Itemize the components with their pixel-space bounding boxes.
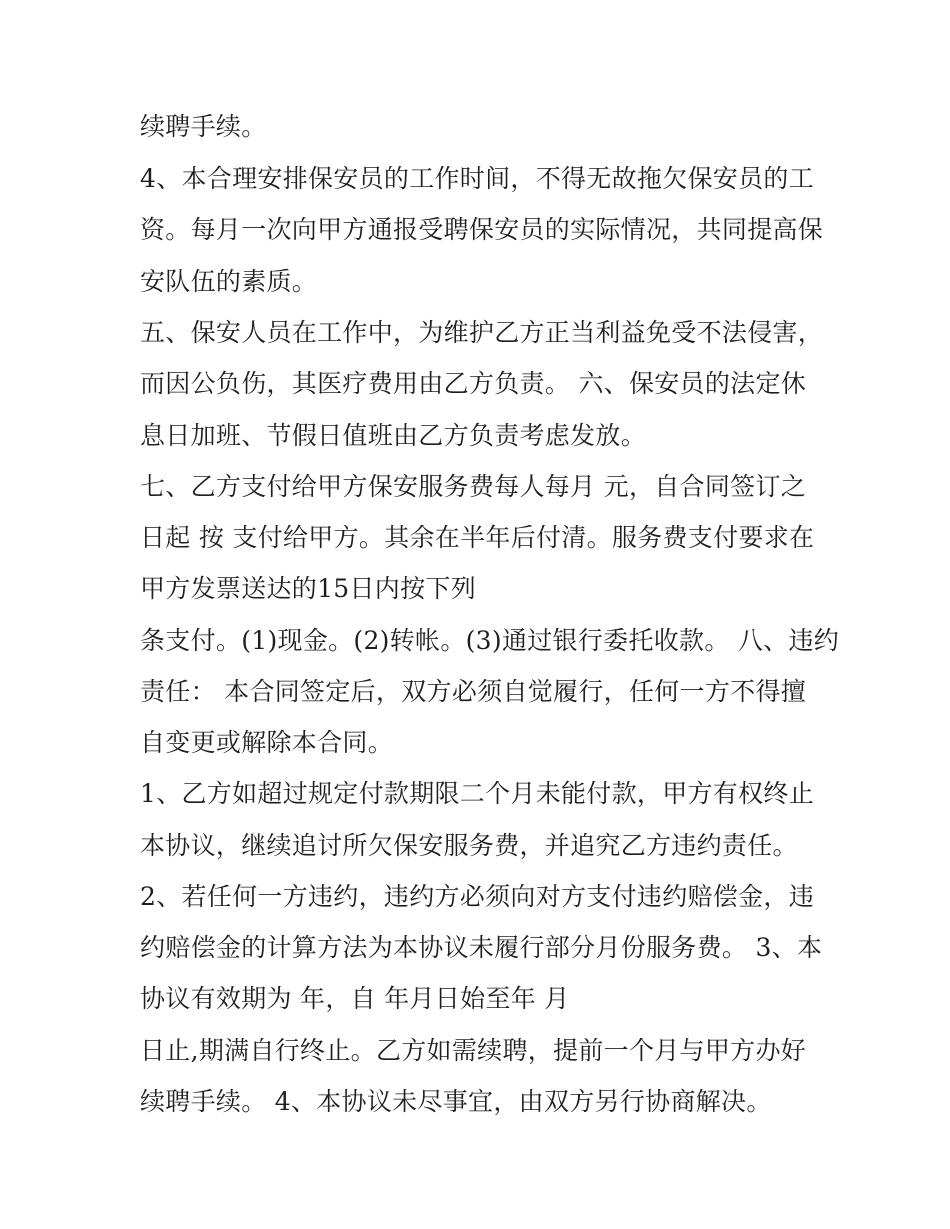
text-line: 责任： 本合同签定后，双方必须自觉履行，任何一方不得擅 bbox=[140, 677, 807, 706]
text-line: 约赔偿金的计算方法为本协议未履行部分月份服务费。 3、本 bbox=[140, 933, 823, 962]
text-line: 条支付。(1)现金。(2)转帐。(3)通过银行委托收款。 八、违约 bbox=[140, 626, 840, 655]
text-line: 息日加班、节假日值班由乙方负责考虑发放。 bbox=[140, 421, 647, 450]
text-line: 日起 按 支付给甲方。其余在半年后付清。服务费支付要求在 bbox=[140, 523, 815, 552]
text-line: 资。每月一次向甲方通报受聘保安员的实际情况，共同提高保 bbox=[140, 215, 824, 244]
text-line: 自变更或解除本合同。 bbox=[140, 728, 394, 757]
text-line: 安队伍的素质。 bbox=[140, 267, 318, 296]
text-line: 续聘手续。 bbox=[140, 112, 267, 141]
text-line: 2、若任何一方违约，违约方必须向对方支付违约赔偿金，违 bbox=[140, 882, 815, 911]
text-line: 七、乙方支付给甲方保安服务费每人每月 元，自合同签订之 bbox=[140, 472, 807, 501]
text-line: 甲方发票送达的15日内按下列 bbox=[140, 574, 477, 603]
text-line: 本协议，继续追讨所欠保安服务费，并追究乙方违约责任。 bbox=[140, 831, 798, 860]
text-line: 而因公负伤，其医疗费用由乙方负责。 六、保安员的法定休 bbox=[140, 369, 807, 398]
text-line: 1、乙方如超过规定付款期限二个月未能付款，甲方有权终止 bbox=[140, 779, 815, 808]
text-line: 日止,期满自行终止。乙方如需续聘，提前一个月与甲方办好 bbox=[140, 1036, 807, 1065]
text-line: 续聘手续。 4、本协议未尽事宜，由双方另行协商解决。 bbox=[140, 1087, 772, 1116]
text-line: 五、保安人员在工作中，为维护乙方正当利益免受不法侵害， bbox=[140, 318, 824, 347]
text-line: 协议有效期为 年，自 年月日始至年 月 bbox=[140, 984, 570, 1013]
text-line: 4、本合理安排保安员的工作时间，不得无故拖欠保安员的工 bbox=[140, 164, 815, 193]
